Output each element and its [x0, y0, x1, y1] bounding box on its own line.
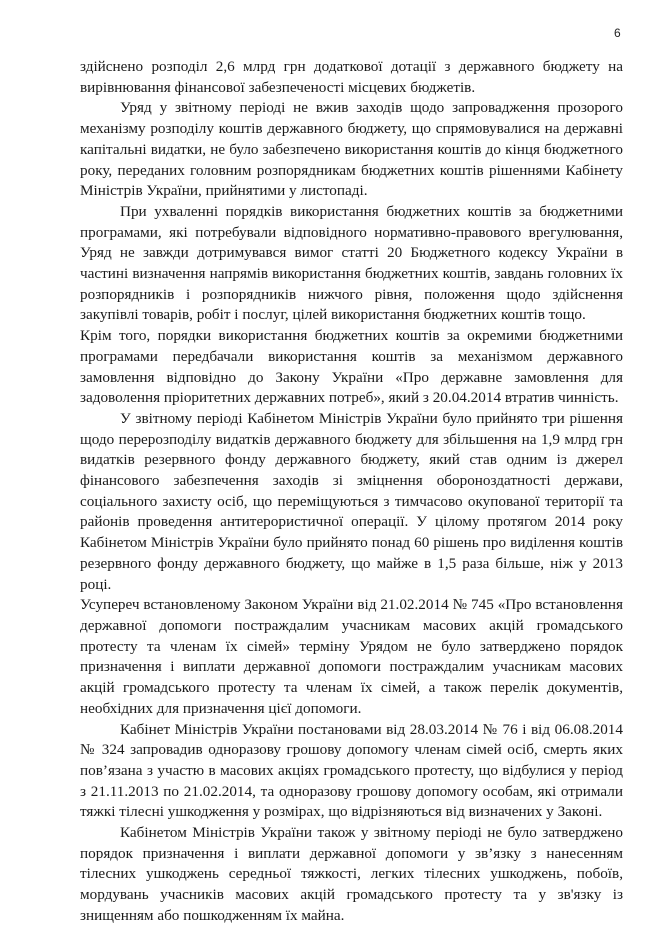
paragraph-law-745: Усупереч встановленому Законом України від 21.02.2014 № 745 «Про встановлення державної допомоги постраждалим учасникам масових акцій громадського протесту та членам їх сімей» терміну Урядом не було затверджено порядок призначення і виплати державної допомоги постраждалим учасникам масових акцій громадського протесту та членам їх сімей, а також перелік документів, необхідних для призначення цієї допомоги.: [80, 596, 623, 717]
paragraph-reserve-fund: У звітному періоді Кабінетом Міністрів України було прийнято три рішення щодо перерозподілу видатків державного бюджету для збільшення на 1,9 млрд грн видатків резервного фонду державного бюджету, який став одним із джерел фінансового забезпечення заходів зі зміцнення обороноздатності держави, соціального захисту осіб, що переміщуються з тимчасово окупованої території та районів проведення антитерористичної операції. У цілому протягом 2014 року Кабінетом Міністрів України було прийнято понад 60 рішень про виділення коштів резервного фонду державного бюджету, що майже в 1,5 раза більше, ніж у 2013 році.: [80, 409, 623, 593]
paragraph-resolutions-76-324: Кабінет Міністрів України постановами від 28.03.2014 № 76 і від 06.08.2014 № 324 запровадив одноразову грошову допомогу членам сімей осіб, смерть яких пов’язана з участю в масових акціях громадського протесту, що відбулися у період з 21.11.2013 по 21.02.2014, та одноразову грошову допомогу особам, які отримали тяжкі тілесні ушкодження у розмірах, що відрізняються від визначених у Законі.: [80, 720, 623, 821]
paragraph-dotation: здійснено розподіл 2,6 млрд грн додаткової дотації з державного бюджету на вирівнювання фінансової забезпеченості місцевих бюджетів.: [80, 58, 623, 96]
paragraph-injury-assistance: Кабінетом Міністрів України також у звітному періоді не було затверджено порядок призначення і виплати державної допомоги у зв’язку з нанесенням тілесних ушкоджень середньої тяжкості, легких тілесних ушкоджень, побоїв, мордувань учасників масових акцій громадського протесту та у зв'язку із знищенням або пошкодженням їх майна.: [80, 824, 623, 924]
page-number: 6: [614, 26, 621, 40]
paragraph-capital-expenditure: Уряд у звітному періоді не вжив заходів щодо запровадження прозорого механізму розподілу коштів державного бюджету, що спрямовувалися на державні капітальні видатки, не було забезпечено використання коштів до кінця бюджетного року, переданих головним розпорядникам бюджетних коштів рішеннями Кабінету Міністрів України, прийнятими у листопаді.: [80, 99, 623, 200]
paragraph-budget-code-article-20: При ухваленні порядків використання бюджетних коштів за бюджетними програмами, які потребували відповідного нормативно-правового врегулювання, Уряд не завжди дотримувався вимог статті 20 Бюджетного кодексу України в частині визначення напрямів використання бюджетних коштів, завдань головних їх розпорядників і розпорядників нижчого рівня, положення щодо здійснення закупівлі товарів, робіт і послуг, цілей використання бюджетних коштів тощо.: [80, 202, 623, 324]
document-body: [80, 57, 623, 927]
paragraph-state-order-law: Крім того, порядки використання бюджетних коштів за окремими бюджетними програмами передбачали використання коштів за механізмом державного замовлення відповідно до Закону України «Про державне замовлення для задоволення пріоритетних державних потреб», який з 20.04.2014 втратив чинність.: [80, 327, 623, 407]
